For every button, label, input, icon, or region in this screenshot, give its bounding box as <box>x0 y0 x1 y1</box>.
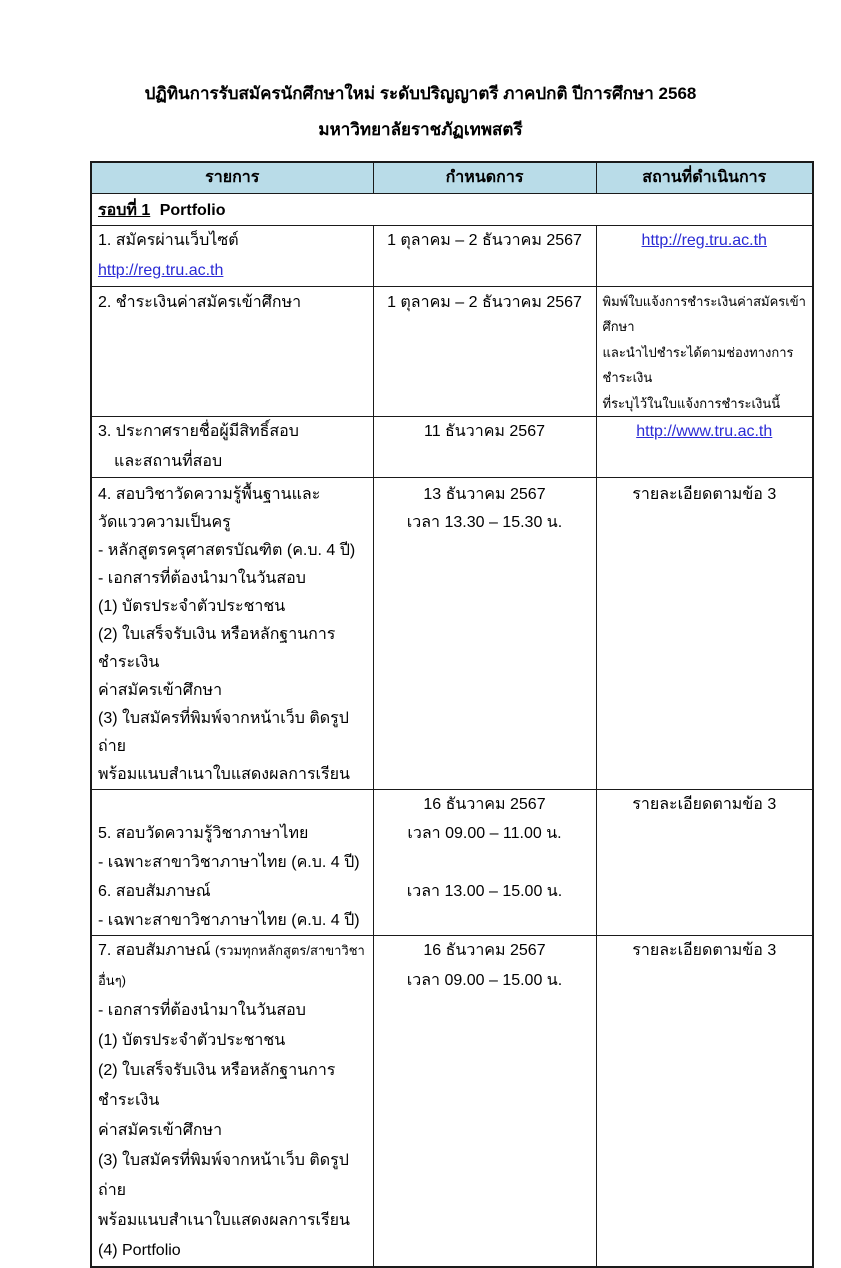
location-cell <box>596 789 813 935</box>
location-text: รายละเอียดตามข้อ 3 <box>632 941 777 959</box>
item-text: 2. ชำระเงินค่าสมัครเข้าศึกษา <box>98 293 302 311</box>
item-text-line: 5. สอบวัดความรู้วิชาภาษาไทย <box>98 824 309 842</box>
item-cell <box>91 416 373 477</box>
item-text-line: (3) ใบสมัครที่พิมพ์จากหน้าเว็บ ติดรูปถ่าย <box>98 1151 349 1199</box>
admission-calendar-table <box>90 161 814 1268</box>
schedule-cell <box>373 789 596 935</box>
section-row-round1 <box>91 193 813 225</box>
university-url-link[interactable]: http://www.tru.ac.th <box>636 422 773 440</box>
page-subtitle: มหาวิทยาลัยราชภัฏเทพสตรี <box>318 120 523 139</box>
item-cell <box>91 935 373 1267</box>
location-cell <box>596 935 813 1267</box>
item-text-line: (3) ใบสมัครที่พิมพ์จากหน้าเว็บ ติดรูปถ่าย <box>98 709 349 755</box>
document-header <box>0 0 841 142</box>
schedule-text: 1 ตุลาคม – 2 ธันวาคม 2567 <box>387 293 582 311</box>
location-text: รายละเอียดตามข้อ 3 <box>632 485 777 503</box>
item-text-line: พร้อมแนบสำเนาใบแสดงผลการเรียน <box>98 765 350 783</box>
location-note-line: พิมพ์ใบแจ้งการชำระเงินค่าสมัครเข้าศึกษา <box>602 293 806 334</box>
item-cell <box>91 789 373 935</box>
item-text-line: 6. สอบสัมภาษณ์ <box>98 882 211 900</box>
item-text-line: พร้อมแนบสำเนาใบแสดงผลการเรียน <box>98 1211 350 1229</box>
item-text-line: - เอกสารที่ต้องนำมาในวันสอบ <box>98 1001 306 1019</box>
location-cell <box>596 286 813 416</box>
schedule-text: 11 ธันวาคม 2567 <box>423 422 545 440</box>
item-text-line: - เอกสารที่ต้องนำมาในวันสอบ <box>98 569 306 587</box>
table-row-fundamental-exam <box>91 477 813 789</box>
column-header-item: รายการ <box>91 162 373 193</box>
registration-url-link[interactable]: http://reg.tru.ac.th <box>641 231 767 249</box>
item-title-note: (รวมทุกหลักสูตร/สาขาวิชาอื่นๆ) <box>98 942 365 988</box>
item-text-line: วัดแววความเป็นครู <box>98 513 231 531</box>
schedule-time: เวลา 13.30 – 15.30 น. <box>406 513 563 531</box>
item-title: 7. สอบสัมภาษณ์ <box>98 941 215 959</box>
schedule-text: 1 ตุลาคม – 2 ธันวาคม 2567 <box>387 231 582 249</box>
table-row-announce-eligible <box>91 416 813 477</box>
page-title: ปฏิทินการรับสมัครนักศึกษาใหม่ ระดับปริญญาตรี ภาคปกติ ปีการศึกษา 2568 <box>144 84 697 103</box>
table-row-thai-exam-interview <box>91 789 813 935</box>
table-row-interview-all <box>91 935 813 1267</box>
table-header-row <box>91 162 813 193</box>
registration-url-link[interactable]: http://reg.tru.ac.th <box>98 261 224 279</box>
schedule-time: เวลา 13.00 – 15.00 น. <box>406 882 563 900</box>
schedule-cell <box>373 286 596 416</box>
location-cell <box>596 416 813 477</box>
item-text: 1. สมัครผ่านเว็บไซต์ <box>98 231 239 249</box>
schedule-cell <box>373 477 596 789</box>
location-note-line: และนำไปชำระได้ตามช่องทางการชำระเงิน <box>602 344 794 385</box>
table-row-apply-website <box>91 225 813 286</box>
location-note-line: ที่ระบุไว้ในใบแจ้งการชำระเงินนี้ <box>602 395 781 411</box>
item-text-line: (2) ใบเสร็จรับเงิน หรือหลักฐานการชำระเงิน <box>98 1061 336 1109</box>
column-header-schedule: กำหนดการ <box>373 162 596 193</box>
item-text-line: และสถานที่สอบ <box>114 452 223 470</box>
item-text-line: - หลักสูตรครุศาสตรบัณฑิต (ค.บ. 4 ปี) <box>98 541 356 559</box>
item-text-line <box>98 790 367 819</box>
schedule-spacer <box>380 848 590 877</box>
item-text-line: - เฉพาะสาขาวิชาภาษาไทย (ค.บ. 4 ปี) <box>98 853 360 871</box>
schedule-cell <box>373 416 596 477</box>
schedule-date: 16 ธันวาคม 2567 <box>423 795 546 813</box>
item-text-line: - เฉพาะสาขาวิชาภาษาไทย (ค.บ. 4 ปี) <box>98 911 360 929</box>
item-text-line: ค่าสมัครเข้าศึกษา <box>98 1121 223 1139</box>
item-text-line: ค่าสมัครเข้าศึกษา <box>98 681 223 699</box>
section-label-rest: Portfolio <box>159 201 226 219</box>
table-row-payment <box>91 286 813 416</box>
section-cell <box>91 193 813 225</box>
schedule-date: 13 ธันวาคม 2567 <box>423 485 546 503</box>
schedule-cell <box>373 935 596 1267</box>
item-text-line: (4) Portfolio <box>98 1241 181 1259</box>
location-text: รายละเอียดตามข้อ 3 <box>632 795 777 813</box>
item-text-line: 4. สอบวิชาวัดความรู้พื้นฐานและ <box>98 485 321 503</box>
schedule-cell <box>373 225 596 286</box>
column-header-location: สถานที่ดำเนินการ <box>596 162 813 193</box>
schedule-time: เวลา 09.00 – 11.00 น. <box>407 824 562 842</box>
item-cell <box>91 477 373 789</box>
schedule-time: เวลา 09.00 – 15.00 น. <box>406 971 563 989</box>
location-cell <box>596 225 813 286</box>
section-label-underlined: รอบที่ 1 <box>98 201 151 219</box>
item-cell <box>91 286 373 416</box>
location-cell <box>596 477 813 789</box>
item-text-line: 3. ประกาศรายชื่อผู้มีสิทธิ์สอบ <box>98 422 299 440</box>
item-text-line: (2) ใบเสร็จรับเงิน หรือหลักฐานการชำระเงิน <box>98 625 336 671</box>
item-text-line: (1) บัตรประจำตัวประชาชน <box>98 1031 286 1049</box>
item-text-line: (1) บัตรประจำตัวประชาชน <box>98 597 286 615</box>
schedule-date: 16 ธันวาคม 2567 <box>423 941 546 959</box>
item-cell <box>91 225 373 286</box>
